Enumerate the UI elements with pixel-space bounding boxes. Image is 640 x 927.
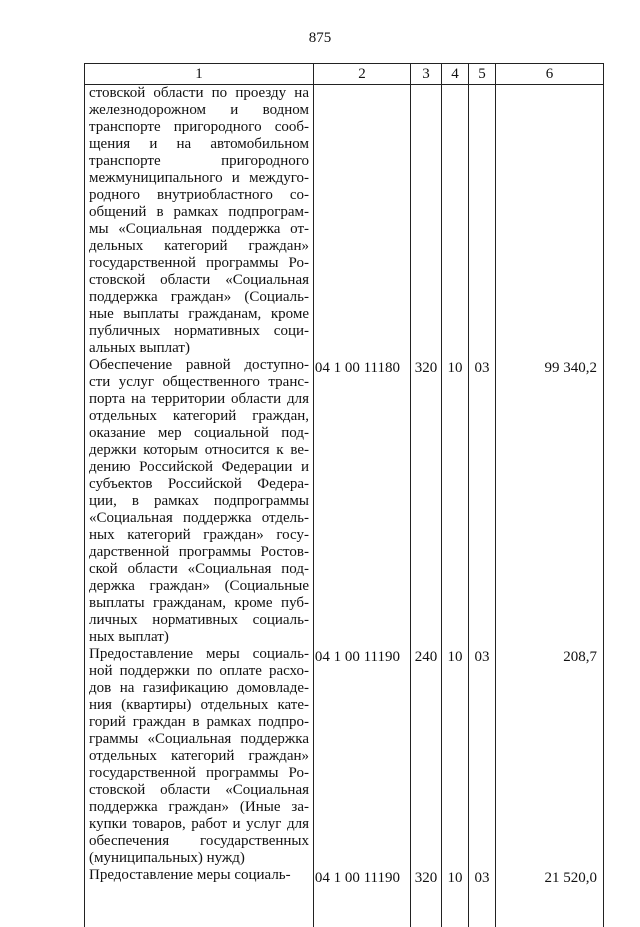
description-line: Предоставление меры социаль- — [89, 867, 309, 884]
description-line: поддержка граждан» (Социаль- — [89, 289, 309, 306]
description-line: железнодорожном и водном — [89, 102, 309, 119]
table-row — [85, 85, 604, 358]
column-header-expense-type: 3 — [411, 64, 442, 85]
row-section: 10 — [442, 646, 469, 867]
description-line: сти услуг общественного транс- — [89, 374, 309, 391]
table-row — [85, 646, 604, 867]
table-row — [85, 867, 604, 927]
description-line: горий граждан в рамках подпро- — [89, 714, 309, 731]
description-line: держки которым относится к ве- — [89, 442, 309, 459]
description-line: субъектов Российской Федера- — [89, 476, 309, 493]
column-header-code: 2 — [314, 64, 411, 85]
description-line: транспорте пригородного сооб- — [89, 119, 309, 136]
row-section: 10 — [442, 357, 469, 646]
description-line: Предоставление меры социаль- — [89, 646, 309, 663]
description-line: государственной программы Ро- — [89, 255, 309, 272]
description-line: (муниципальных) нужд) — [89, 850, 309, 867]
description-line: отдельных категорий граждан, — [89, 408, 309, 425]
row-description — [85, 357, 314, 646]
column-header-section: 4 — [442, 64, 469, 85]
description-line: ской области «Социальная под- — [89, 561, 309, 578]
description-line: государственной программы Ро- — [89, 765, 309, 782]
description-line: личных нормативных социаль- — [89, 612, 309, 629]
table-row — [85, 357, 604, 646]
row-expense-type — [411, 85, 442, 358]
row-expense-type: 320 — [411, 867, 442, 927]
row-expense-type: 320 — [411, 357, 442, 646]
description-line: отдельных категорий граждан» — [89, 748, 309, 765]
description-line: ных категорий граждан» госу- — [89, 527, 309, 544]
description-line: ной поддержки по оплате расхо- — [89, 663, 309, 680]
row-code: 04 1 00 11190 — [314, 646, 411, 867]
column-header-description: 1 — [85, 64, 314, 85]
description-line: оказание мер социальной под- — [89, 425, 309, 442]
description-line: дарственной программы Ростов- — [89, 544, 309, 561]
row-subsection: 03 — [469, 646, 496, 867]
description-line: Обеспечение равной доступно- — [89, 357, 309, 374]
description-line: альных выплат) — [89, 340, 309, 357]
description-line: ния (квартиры) отдельных кате- — [89, 697, 309, 714]
row-subsection — [469, 85, 496, 358]
description-line: дов на газификацию домовладе- — [89, 680, 309, 697]
description-line: поддержка граждан» (Иные за- — [89, 799, 309, 816]
description-line: стовской области «Социальная — [89, 272, 309, 289]
description-line: публичных нормативных соци- — [89, 323, 309, 340]
row-code: 04 1 00 11180 — [314, 357, 411, 646]
description-line: граммы «Социальная поддержка — [89, 731, 309, 748]
description-line: межмуниципального и междуго- — [89, 170, 309, 187]
budget-table — [84, 63, 604, 927]
description-line: родного внутриобластного со- — [89, 187, 309, 204]
description-line: дению Российской Федерации и — [89, 459, 309, 476]
description-line: купки товаров, работ и услуг для — [89, 816, 309, 833]
row-code: 04 1 00 11190 — [314, 867, 411, 927]
column-header-subsection: 5 — [469, 64, 496, 85]
row-subsection: 03 — [469, 357, 496, 646]
description-line: держка граждан» (Социальные — [89, 578, 309, 595]
table-header-row — [85, 64, 604, 85]
row-amount — [496, 85, 604, 358]
description-line: транспорте пригородного — [89, 153, 309, 170]
description-line: выплаты гражданам, кроме пуб- — [89, 595, 309, 612]
row-code — [314, 85, 411, 358]
description-line: стовской области по проезду на — [89, 85, 309, 102]
description-line: щения и на автомобильном — [89, 136, 309, 153]
row-section — [442, 85, 469, 358]
row-amount: 21 520,0 — [496, 867, 604, 927]
description-line: мы «Социальная поддержка от- — [89, 221, 309, 238]
row-expense-type: 240 — [411, 646, 442, 867]
row-subsection: 03 — [469, 867, 496, 927]
description-line: ных выплат) — [89, 629, 309, 646]
page-number: 875 — [0, 30, 640, 47]
description-line: обеспечения государственных — [89, 833, 309, 850]
table-body — [85, 85, 604, 927]
description-line: стовской области «Социальная — [89, 782, 309, 799]
row-description — [85, 646, 314, 867]
description-line: ции, в рамках подпрограммы — [89, 493, 309, 510]
row-amount: 208,7 — [496, 646, 604, 867]
row-amount: 99 340,2 — [496, 357, 604, 646]
column-header-amount: 6 — [496, 64, 604, 85]
description-line: ные выплаты гражданам, кроме — [89, 306, 309, 323]
description-line: порта на территории области для — [89, 391, 309, 408]
row-section: 10 — [442, 867, 469, 927]
row-description — [85, 867, 314, 927]
row-description — [85, 85, 314, 358]
description-line: общений в рамках подпрограм- — [89, 204, 309, 221]
description-line: дельных категорий граждан» — [89, 238, 309, 255]
description-line: «Социальная поддержка отдель- — [89, 510, 309, 527]
